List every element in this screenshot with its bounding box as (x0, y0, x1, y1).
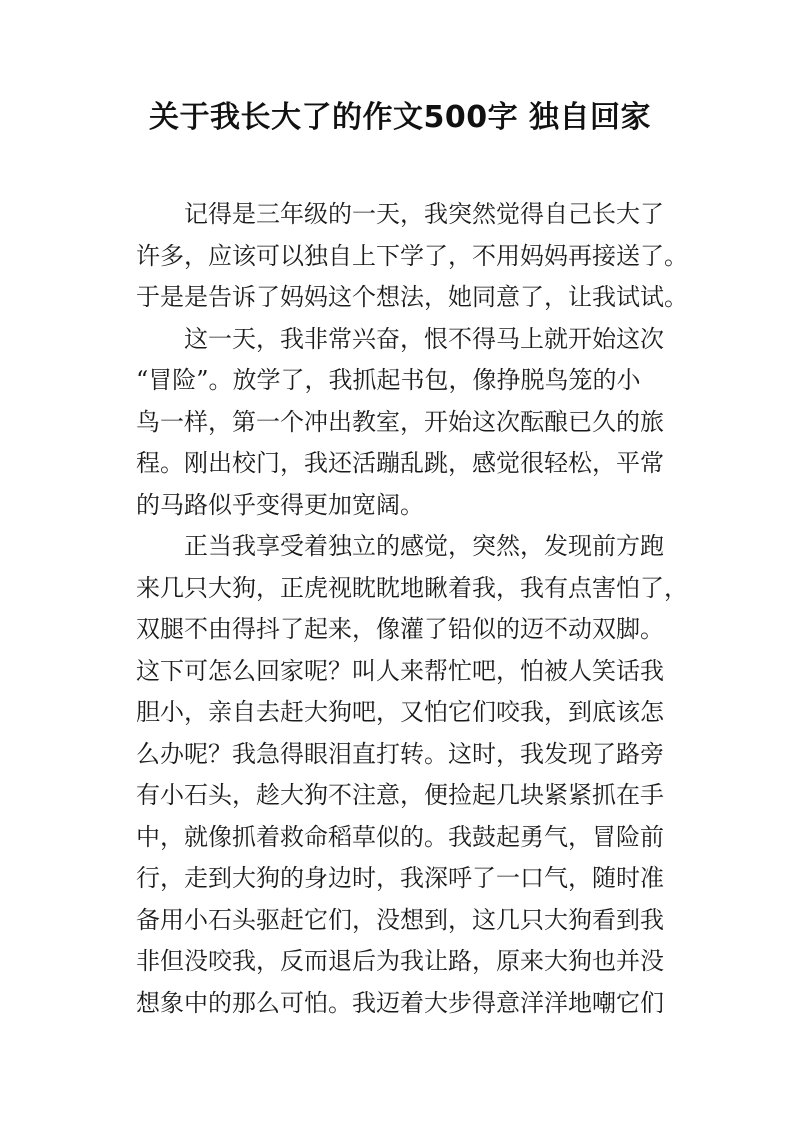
text-line: 记得是三年级的一天，我突然觉得自己长大了 (184, 200, 664, 228)
text-line: 么办呢？我急得眼泪直打转。这时，我发现了路旁 (136, 739, 664, 768)
text-line: 有小石头，趁大狗不注意，便捡起几块紧紧抓在手 (136, 781, 664, 809)
text-line: 来几只大狗，正虎视眈眈地瞅着我，我有点害怕了， (136, 573, 688, 602)
text-line: 备用小石头驱赶它们，没想到，这几只大狗看到我 (136, 905, 664, 934)
text-line: 这一天，我非常兴奋，恨不得马上就开始这次 (184, 324, 664, 353)
text-line: 非但没咬我，反而退后为我让路，原来大狗也并没 (136, 947, 664, 975)
text-line: 程。刚出校门，我还活蹦乱跳，感觉很轻松，平常 (136, 449, 664, 477)
text-line: “冒险”。放学了，我抓起书包，像挣脱鸟笼的小 (136, 366, 641, 394)
text-line: 的马路似乎变得更加宽阔。 (136, 490, 424, 519)
text-line: 双腿不由得抖了起来，像灌了铅似的迈不动双脚。 (136, 615, 664, 643)
text-line: 鸟一样，第一个冲出教室，开始这次酝酿已久的旅 (136, 407, 664, 436)
text-line: 中，就像抓着救命稻草似的。我鼓起勇气，冒险前 (136, 822, 664, 851)
text-line: 于是是告诉了妈妈这个想法，她同意了，让我试试。 (136, 283, 688, 311)
text-line: 行，走到大狗的身边时，我深呼了一口气，随时准 (136, 864, 664, 892)
text-line: 正当我享受着独立的感觉，突然，发现前方跑 (184, 532, 664, 560)
text-line: 想象中的那么可怕。我迈着大步得意洋洋地嘲它们 (136, 988, 664, 1017)
document-title: 关于我长大了的作文500字 独自回家 (148, 100, 652, 135)
text-line: 这下可怎么回家呢？叫人来帮忙吧，怕被人笑话我 (136, 656, 664, 685)
text-line: 胆小，亲自去赶大狗吧，又怕它们咬我，到底该怎 (136, 698, 664, 726)
essay-body (136, 194, 688, 1024)
text-line: 许多，应该可以独自上下学了，不用妈妈再接送了。 (136, 241, 688, 270)
